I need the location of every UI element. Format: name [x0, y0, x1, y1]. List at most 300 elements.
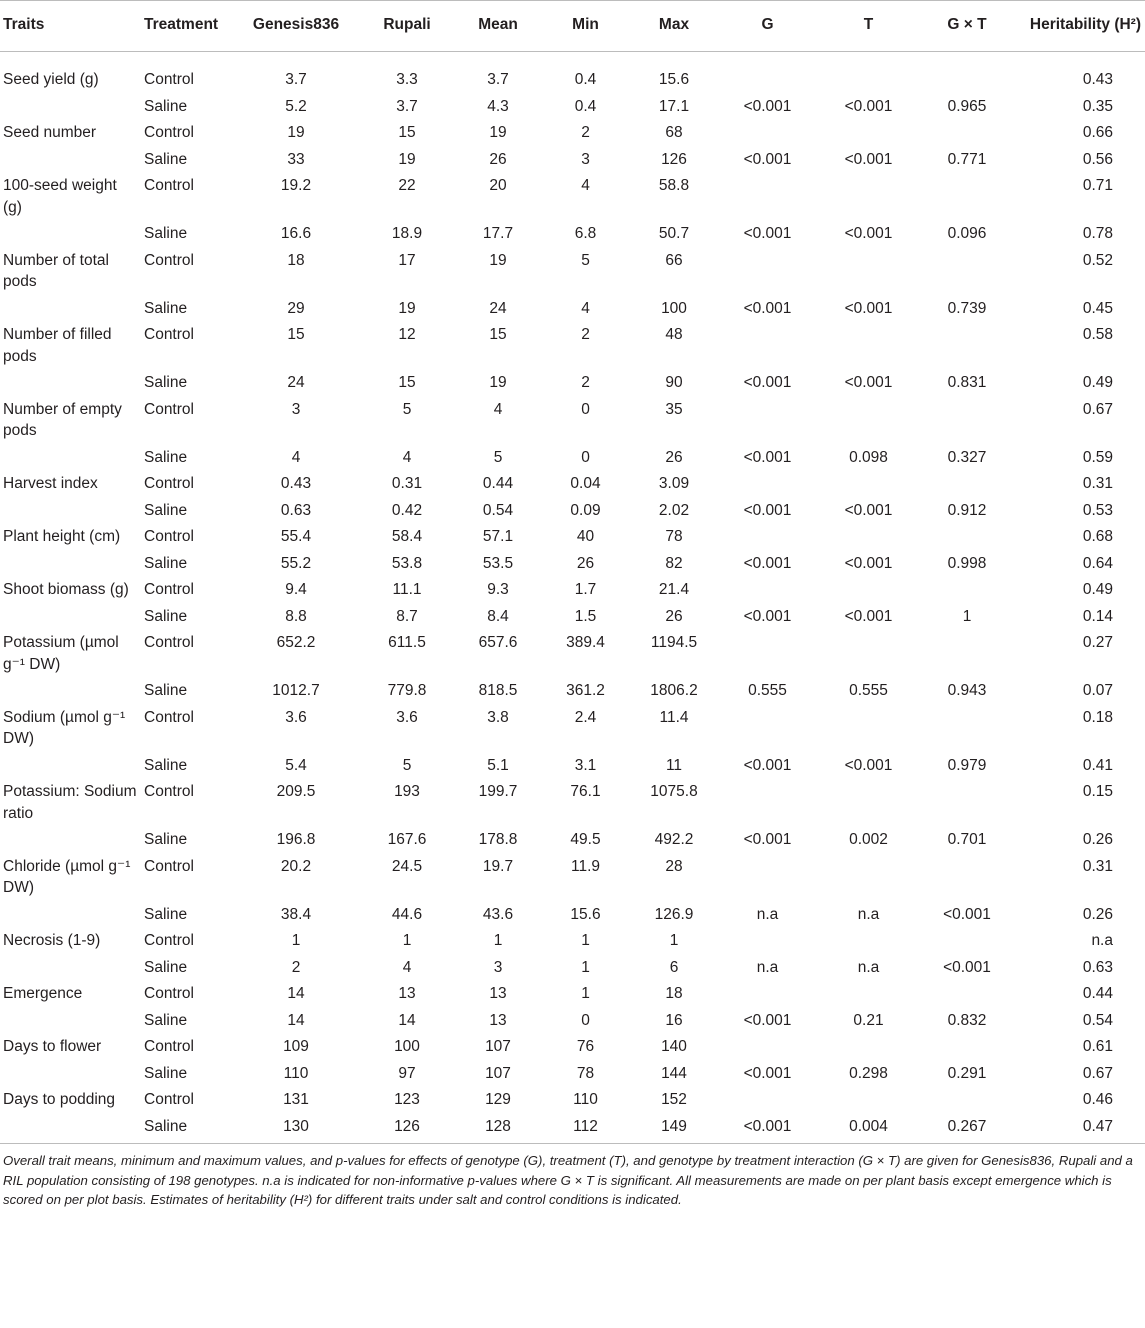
cell-max: 152 [661, 1091, 687, 1108]
cell-t [820, 1087, 917, 1114]
cell-mean: 4 [493, 400, 503, 418]
cell-heritability: n.a [1091, 932, 1113, 949]
cell-g: <0.001 [743, 607, 792, 625]
cell-treatment: Saline [144, 150, 188, 168]
cell-g: 0.555 [748, 682, 787, 699]
cell-min: 361.2 [566, 682, 605, 699]
header-genesis836: Genesis836 [236, 1, 356, 52]
cell-heritability: 0.49 [1082, 374, 1113, 391]
cell-treatment: Control [144, 783, 194, 800]
cell-genesis836: 4 [291, 448, 301, 466]
cell-mean: 9.3 [487, 581, 509, 598]
cell-min: 0.04 [570, 475, 601, 492]
cell-genesis836: 20.2 [280, 857, 312, 875]
cell-treatment: Control [144, 634, 194, 651]
table-row [0, 981, 1145, 1008]
cell-gxt [917, 705, 1017, 753]
cell-genesis836: 19 [287, 124, 305, 141]
cell-gxt [917, 120, 1017, 147]
cell-trait: Sodium (µmol g⁻¹ DW) [3, 708, 126, 747]
cell-rupali: 193 [394, 783, 420, 800]
table-row [0, 827, 1145, 854]
cell-heritability: 0.07 [1082, 682, 1113, 699]
cell-gxt [917, 779, 1017, 827]
table-row [0, 678, 1145, 705]
cell-treatment: Control [144, 71, 194, 88]
cell-g: <0.001 [743, 501, 792, 519]
cell-min: 2 [581, 326, 590, 343]
cell-heritability: 0.61 [1082, 1038, 1113, 1055]
cell-min: 3.1 [574, 756, 597, 774]
cell-treatment: Saline [144, 225, 188, 242]
cell-trait [0, 445, 141, 472]
cell-t [820, 52, 917, 94]
cell-min: 5 [581, 251, 590, 269]
table-row [0, 1087, 1145, 1114]
cell-treatment: Control [144, 857, 194, 875]
cell-treatment: Control [144, 528, 194, 545]
cell-gxt [917, 1034, 1017, 1061]
cell-t: <0.001 [844, 97, 893, 115]
table-row [0, 705, 1145, 753]
cell-gxt [917, 1087, 1017, 1114]
table-row [0, 147, 1145, 174]
cell-treatment: Control [144, 326, 194, 343]
cell-heritability: 0.59 [1082, 448, 1113, 466]
cell-g [715, 1034, 820, 1061]
cell-genesis836: 15 [287, 326, 305, 343]
cell-min: 1 [581, 985, 590, 1002]
cell-max: 35 [665, 400, 683, 418]
cell-g [715, 248, 820, 296]
cell-heritability: 0.26 [1082, 831, 1113, 848]
cell-heritability: 0.71 [1082, 177, 1113, 194]
cell-treatment: Saline [144, 1011, 188, 1029]
cell-mean: 4.3 [487, 97, 509, 115]
cell-t: <0.001 [844, 225, 893, 242]
cell-gxt: 0.771 [947, 150, 987, 168]
table-row [0, 1114, 1145, 1144]
cell-trait: Emergence [3, 985, 83, 1002]
table-row [0, 445, 1145, 472]
cell-max: 126.9 [654, 905, 694, 923]
cell-max: 66 [665, 251, 683, 269]
cell-t: 0.298 [849, 1064, 888, 1082]
cell-min: 2.4 [574, 708, 597, 726]
cell-treatment: Saline [144, 1064, 188, 1082]
cell-rupali: 14 [398, 1011, 416, 1029]
table-row [0, 630, 1145, 678]
cell-min: 76 [576, 1038, 595, 1055]
cell-rupali: 126 [356, 1114, 458, 1144]
cell-genesis836: 8.8 [285, 607, 307, 625]
table-row [0, 779, 1145, 827]
cell-trait [0, 551, 141, 578]
cell-mean: 8.4 [487, 607, 509, 625]
cell-g [715, 173, 820, 221]
cell-genesis836: 14 [287, 1011, 305, 1029]
cell-heritability: 0.43 [1082, 71, 1113, 88]
cell-treatment: Control [144, 1038, 194, 1055]
cell-mean: 178.8 [478, 831, 518, 848]
cell-trait: Days to flower [3, 1038, 102, 1055]
cell-t: <0.001 [844, 150, 893, 168]
cell-mean: 20 [489, 177, 507, 194]
cell-g: <0.001 [743, 1064, 792, 1082]
cell-genesis836: 110 [283, 1064, 309, 1082]
cell-heritability: 0.49 [1082, 581, 1113, 598]
cell-max: 149 [633, 1114, 715, 1144]
cell-t [820, 322, 917, 370]
cell-heritability: 0.58 [1082, 326, 1113, 343]
cell-rupali: 15 [398, 124, 416, 141]
cell-gxt [917, 397, 1017, 445]
cell-t [820, 524, 917, 551]
cell-gxt [917, 52, 1017, 94]
cell-rupali: 0.31 [391, 475, 423, 492]
cell-trait: Shoot biomass (g) [3, 581, 129, 598]
table-row [0, 577, 1145, 604]
header-t: T [820, 1, 917, 52]
cell-max: 140 [661, 1038, 687, 1055]
cell-g [715, 52, 820, 94]
cell-genesis836: 1 [291, 932, 301, 949]
cell-rupali: 19 [398, 150, 416, 168]
cell-min: 4 [581, 177, 590, 194]
cell-heritability: 0.31 [1082, 475, 1113, 492]
cell-max: 26 [665, 448, 683, 466]
cell-rupali: 100 [394, 1038, 420, 1055]
cell-g: <0.001 [743, 374, 792, 391]
cell-t [820, 248, 917, 296]
cell-t: <0.001 [844, 299, 893, 317]
cell-genesis836: 0.43 [280, 475, 312, 492]
cell-g [715, 577, 820, 604]
cell-genesis836: 3.7 [285, 71, 307, 88]
header-traits: Traits [0, 1, 141, 52]
cell-t: n.a [857, 905, 880, 923]
cell-t: 0.555 [849, 682, 888, 699]
cell-trait: Plant height (cm) [3, 528, 121, 545]
cell-rupali: 19 [398, 299, 416, 317]
cell-max: 11 [665, 756, 683, 774]
cell-min: 15.6 [570, 905, 601, 923]
cell-genesis836: 14 [287, 985, 305, 1002]
cell-rupali: 3.6 [396, 708, 418, 726]
cell-genesis836: 19.2 [280, 177, 312, 194]
cell-max: 16 [665, 1011, 683, 1029]
cell-rupali: 779.8 [387, 682, 427, 699]
cell-genesis836: 38.4 [280, 905, 312, 923]
cell-min: 2 [581, 124, 590, 141]
cell-max: 18 [665, 985, 683, 1002]
cell-heritability: 0.54 [1082, 1011, 1113, 1029]
cell-heritability: 0.63 [1082, 958, 1113, 976]
cell-gxt [917, 471, 1017, 498]
cell-t [820, 397, 917, 445]
cell-genesis836: 109 [283, 1038, 309, 1055]
cell-trait: Potassium (µmol g⁻¹ DW) [3, 634, 119, 673]
cell-treatment: Control [144, 1091, 194, 1108]
cell-heritability: 0.64 [1082, 554, 1113, 572]
cell-trait [0, 296, 141, 323]
cell-gxt [917, 630, 1017, 678]
cell-mean: 1 [493, 932, 503, 949]
table-row [0, 551, 1145, 578]
cell-min: 1.5 [574, 607, 597, 625]
cell-g: <0.001 [743, 150, 792, 168]
cell-g: <0.001 [743, 756, 792, 774]
cell-gxt: 0.979 [947, 756, 987, 774]
cell-min: 1 [581, 958, 590, 976]
cell-min: 0 [581, 400, 590, 418]
cell-genesis836: 18 [287, 251, 305, 269]
cell-genesis836: 5.4 [285, 756, 307, 774]
table-row [0, 120, 1145, 147]
cell-genesis836: 2 [291, 958, 301, 976]
cell-max: 68 [665, 124, 683, 141]
cell-min: 1 [581, 932, 590, 949]
cell-t [820, 173, 917, 221]
cell-g: <0.001 [743, 831, 792, 848]
cell-mean: 17.7 [482, 225, 514, 242]
table-row [0, 322, 1145, 370]
cell-mean: 24 [489, 299, 507, 317]
cell-mean: 19 [489, 374, 507, 391]
cell-g: <0.001 [743, 1011, 792, 1029]
cell-g: n.a [756, 958, 779, 976]
cell-genesis836: 55.4 [280, 528, 312, 545]
cell-genesis836: 652.2 [276, 634, 316, 651]
cell-rupali: 8.7 [396, 607, 418, 625]
cell-gxt: 1 [962, 607, 972, 625]
table-row [0, 955, 1145, 982]
cell-rupali: 5 [402, 756, 412, 774]
cell-rupali: 3.3 [396, 71, 418, 88]
cell-mean: 5 [493, 448, 503, 466]
table-footnote: Overall trait means, minimum and maximum values, and p-values for effects of genotype (G), treatment (T), and genotype by treatment interaction (G × T) are given for Genesis836, Rupali and a RIL population consisting of 198 genotypes. n.a is indicated for non-informative p-values where G × T is significant. All measurements are made on per plant basis except emergence which is scored on per plot basis. Estimates of heritability (H²) for different traits under salt and control conditions is indicated. [3, 1153, 1133, 1207]
cell-t [820, 1034, 917, 1061]
cell-t [820, 630, 917, 678]
cell-mean: 128 [458, 1114, 538, 1144]
cell-t: <0.001 [844, 374, 893, 391]
cell-mean: 657.6 [478, 634, 518, 651]
cell-t [820, 779, 917, 827]
cell-max: 492.2 [654, 831, 694, 848]
cell-heritability: 0.35 [1082, 97, 1113, 115]
cell-gxt: 0.831 [947, 374, 987, 391]
cell-gxt [917, 322, 1017, 370]
table-row [0, 1008, 1145, 1035]
cell-g: <0.001 [743, 299, 792, 317]
cell-rupali: 11.1 [392, 581, 422, 598]
cell-treatment: Saline [144, 682, 188, 699]
cell-genesis836: 130 [236, 1114, 356, 1144]
cell-g: n.a [756, 905, 779, 923]
header-mean: Mean [458, 1, 538, 52]
cell-genesis836: 5.2 [285, 97, 307, 115]
cell-g [715, 630, 820, 678]
table-row [0, 94, 1145, 121]
cell-gxt: 0.267 [917, 1114, 1017, 1144]
cell-mean: 57.1 [482, 528, 514, 545]
cell-t: 0.004 [820, 1114, 917, 1144]
cell-mean: 13 [489, 985, 507, 1002]
cell-rupali: 53.8 [391, 554, 423, 572]
cell-t [820, 981, 917, 1008]
table-row [0, 928, 1145, 955]
cell-max: 48 [665, 326, 683, 343]
header-max: Max [633, 1, 715, 52]
cell-max: 15.6 [658, 71, 690, 88]
cell-g [715, 1087, 820, 1114]
cell-mean: 107 [485, 1038, 511, 1055]
cell-trait: Seed number [3, 124, 97, 141]
cell-trait [0, 94, 141, 121]
header-gxt: G × T [917, 1, 1017, 52]
cell-max: 144 [661, 1064, 687, 1082]
table-row [0, 524, 1145, 551]
cell-gxt: <0.001 [943, 905, 991, 923]
cell-t: <0.001 [844, 607, 893, 625]
cell-genesis836: 24 [287, 374, 305, 391]
table-row [0, 753, 1145, 780]
cell-heritability: 0.52 [1082, 251, 1113, 269]
cell-gxt: 0.998 [947, 554, 987, 572]
cell-treatment: Saline [144, 905, 188, 923]
table-row [0, 296, 1145, 323]
cell-genesis836: 3 [291, 400, 301, 418]
cell-heritability: 0.27 [1082, 634, 1113, 651]
cell-heritability: 0.41 [1082, 756, 1113, 774]
cell-t [820, 577, 917, 604]
cell-gxt: 0.327 [947, 448, 987, 466]
cell-heritability: 0.14 [1082, 607, 1113, 625]
cell-treatment: Control [144, 932, 194, 949]
cell-min: 2 [581, 374, 590, 391]
cell-genesis836: 196.8 [276, 831, 316, 848]
cell-mean: 0.54 [482, 501, 514, 519]
table-row [0, 248, 1145, 296]
cell-g [715, 928, 820, 955]
cell-mean: 53.5 [482, 554, 514, 572]
cell-genesis836: 3.6 [285, 708, 307, 726]
cell-heritability: 0.31 [1082, 857, 1113, 875]
table-row [0, 604, 1145, 631]
cell-max: 1194.5 [650, 634, 698, 651]
cell-t: <0.001 [844, 501, 893, 519]
cell-g [715, 322, 820, 370]
cell-treatment: Control [144, 124, 194, 141]
cell-min: 3 [581, 150, 590, 168]
cell-genesis836: 55.2 [280, 554, 312, 572]
cell-max: 26 [665, 607, 683, 625]
cell-trait: Chloride (µmol g⁻¹ DW) [3, 857, 131, 896]
cell-max: 1806.2 [650, 682, 698, 699]
cell-treatment: Saline [144, 831, 188, 848]
cell-trait [0, 753, 141, 780]
cell-max: 21.4 [658, 581, 690, 598]
cell-trait: Necrosis (1-9) [3, 932, 101, 949]
cell-treatment: Saline [144, 958, 188, 976]
cell-min: 76.1 [570, 783, 601, 800]
cell-min: 6.8 [574, 225, 597, 242]
cell-heritability: 0.78 [1082, 225, 1113, 242]
cell-mean: 13 [489, 1011, 507, 1029]
cell-g [715, 397, 820, 445]
cell-gxt [917, 981, 1017, 1008]
cell-gxt [917, 248, 1017, 296]
cell-rupali: 58.4 [391, 528, 423, 545]
cell-treatment: Saline [144, 448, 188, 466]
table-row [0, 397, 1145, 445]
cell-trait: Harvest index [3, 475, 98, 492]
cell-t: 0.098 [849, 448, 888, 466]
cell-rupali: 97 [398, 1064, 416, 1082]
cell-trait: Number of empty pods [3, 400, 122, 439]
cell-heritability: 0.44 [1082, 985, 1113, 1002]
cell-heritability: 0.56 [1082, 150, 1113, 168]
cell-trait [0, 498, 141, 525]
cell-gxt: 0.096 [947, 225, 987, 242]
header-treatment: Treatment [141, 1, 236, 52]
cell-treatment: Control [144, 985, 194, 1002]
cell-trait: Days to podding [3, 1091, 116, 1108]
cell-rupali: 4 [402, 448, 412, 466]
cell-max: 126 [661, 150, 687, 168]
cell-treatment: Control [144, 708, 194, 726]
cell-gxt: <0.001 [943, 958, 991, 976]
cell-mean: 19.7 [482, 857, 514, 875]
cell-max: 1075.8 [650, 783, 698, 800]
cell-rupali: 22 [398, 177, 416, 194]
cell-g: <0.001 [743, 554, 792, 572]
cell-heritability: 0.47 [1017, 1114, 1145, 1144]
cell-gxt [917, 928, 1017, 955]
table-row [0, 173, 1145, 221]
header-row [0, 1, 1145, 52]
cell-treatment: Saline [144, 299, 188, 317]
cell-trait [0, 370, 141, 397]
cell-t: <0.001 [844, 554, 893, 572]
cell-genesis836: 1012.7 [272, 682, 320, 699]
cell-genesis836: 131 [283, 1091, 309, 1108]
cell-mean: 3.7 [487, 71, 509, 88]
cell-trait [0, 1061, 141, 1088]
cell-mean: 818.5 [478, 682, 518, 699]
cell-trait [0, 902, 141, 929]
cell-mean: 5.1 [487, 756, 509, 774]
cell-treatment: Saline [144, 554, 188, 572]
cell-g [715, 779, 820, 827]
cell-rupali: 13 [398, 985, 416, 1002]
cell-t [820, 705, 917, 753]
cell-min: 112 [538, 1114, 633, 1144]
cell-t: 0.002 [849, 831, 888, 848]
cell-heritability: 0.68 [1082, 528, 1113, 545]
cell-trait [0, 827, 141, 854]
cell-rupali: 44.6 [391, 905, 423, 923]
cell-min: 0 [581, 1011, 590, 1029]
cell-gxt: 0.832 [947, 1011, 987, 1029]
cell-mean: 107 [485, 1064, 511, 1082]
cell-max: 17.1 [658, 97, 690, 115]
cell-rupali: 24.5 [391, 857, 423, 875]
cell-min: 0.4 [574, 97, 597, 115]
cell-max: 2.02 [658, 501, 690, 519]
cell-rupali: 167.6 [387, 831, 427, 848]
header-min: Min [538, 1, 633, 52]
